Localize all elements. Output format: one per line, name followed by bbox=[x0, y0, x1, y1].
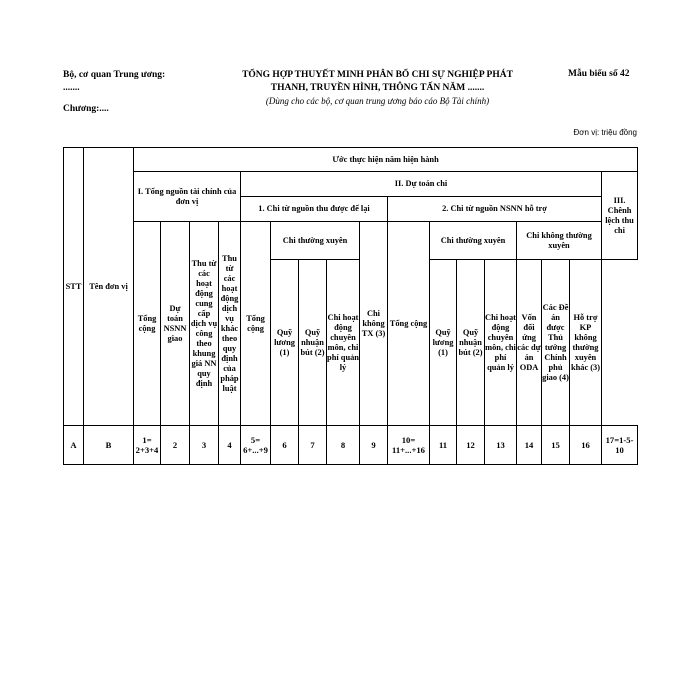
col-tong-cong-10: Tổng cộng bbox=[388, 222, 430, 426]
group-chi-thuong-xuyen-2: Chi thường xuyên bbox=[430, 222, 517, 260]
col-chi-hd-chuyen-mon-1: Chi hoạt động chuyên môn, chi phí quản lý bbox=[327, 260, 360, 426]
index-cell: 9 bbox=[360, 426, 388, 465]
col-stt: STT bbox=[64, 148, 84, 426]
col-chi-hd-chuyen-mon-2: Chi hoạt động chuyên môn, chi phí quản lý bbox=[485, 260, 517, 426]
index-cell: 15 bbox=[542, 426, 570, 465]
title-line-2: THANH, TRUYỀN HÌNH, THÔNG TẤN NĂM ....... bbox=[270, 83, 485, 93]
index-cell: 8 bbox=[327, 426, 360, 465]
col-quy-nhuan-but-2: Quỹ nhuận bút (2) bbox=[457, 260, 485, 426]
index-cell: 16 bbox=[570, 426, 602, 465]
index-cell: 6 bbox=[271, 426, 299, 465]
col-tong-cong-1: Tổng cộng bbox=[134, 222, 161, 426]
col-chi-khong-tx: Chi không TX (3) bbox=[360, 222, 388, 426]
index-cell: 17=1-5-10 bbox=[602, 426, 638, 465]
index-cell: 7 bbox=[299, 426, 327, 465]
group-chi-nguon-nsnn: 2. Chi từ nguồn NSNN hỗ trợ bbox=[388, 197, 602, 222]
group-chi-thuong-xuyen-1: Chi thường xuyên bbox=[271, 222, 360, 260]
index-cell: 13 bbox=[485, 426, 517, 465]
col-tong-cong-5: Tổng cộng bbox=[241, 222, 271, 426]
group-tong-nguon: I. Tổng nguồn tài chính của đơn vị bbox=[134, 172, 241, 222]
group-chi-khong-thuong-xuyen: Chi không thường xuyên bbox=[517, 222, 602, 260]
group-du-toan-chi: II. Dự toán chi bbox=[241, 172, 602, 197]
col-thu-dv-khac: Thu từ các hoạt động dịch vụ khác theo quy định của pháp luật bbox=[219, 222, 241, 426]
subtitle: (Dùng cho các bộ, cơ quan trung ương báo cáo Bộ Tài chính) bbox=[265, 96, 490, 106]
index-cell: 11 bbox=[430, 426, 457, 465]
index-cell: 3 bbox=[190, 426, 219, 465]
index-cell: 4 bbox=[219, 426, 241, 465]
index-cell: 5= 6+...+9 bbox=[241, 426, 271, 465]
ministry-dots: ....... bbox=[63, 83, 80, 93]
chapter-label: Chương:.... bbox=[63, 104, 109, 114]
col-quy-nhuan-but-1: Quỹ nhuận bút (2) bbox=[299, 260, 327, 426]
allocation-table bbox=[63, 147, 638, 465]
title-block bbox=[210, 69, 545, 108]
col-von-doi-ung: Vốn đối ứng các dự án ODA bbox=[517, 260, 542, 426]
group-chi-nguon-thu: 1. Chi từ nguồn thu được để lại bbox=[241, 197, 388, 222]
col-quy-luong-1: Quỹ lương (1) bbox=[271, 260, 299, 426]
group-uoc-thuc-hien: Ước thực hiện năm hiện hành bbox=[134, 148, 638, 172]
index-cell: 14 bbox=[517, 426, 542, 465]
ministry-label: Bộ, cơ quan Trung ương: bbox=[63, 70, 166, 80]
index-cell: 2 bbox=[161, 426, 190, 465]
index-cell: B bbox=[84, 426, 134, 465]
col-thu-dv-cong: Thu từ các hoạt động cung cấp dịch vụ công theo khung giá NN quy định bbox=[190, 222, 219, 426]
index-cell: 12 bbox=[457, 426, 485, 465]
col-quy-luong-2: Quỹ lương (1) bbox=[430, 260, 457, 426]
col-ten-don-vi: Tên đơn vị bbox=[84, 148, 134, 426]
index-cell: 1= 2+3+4 bbox=[134, 426, 161, 465]
col-de-an-ttcp: Các Đề án được Thủ tướng Chính phủ giao (4) bbox=[542, 260, 570, 426]
col-ho-tro-kp: Hỗ trợ KP không thường xuyên khác (3) bbox=[570, 260, 602, 426]
form-number: Mẫu biểu số 42 bbox=[568, 69, 630, 79]
unit-label: Đơn vị: triệu đồng bbox=[573, 128, 637, 137]
index-cell: A bbox=[64, 426, 84, 465]
col-du-toan-nsnn: Dự toán NSNN giao bbox=[161, 222, 190, 426]
ministry-block bbox=[63, 69, 203, 116]
index-cell: 10= 11+...+16 bbox=[388, 426, 430, 465]
col-chenh-lech: III. Chênh lệch thu chi bbox=[602, 172, 638, 260]
title-line-1: TỔNG HỢP THUYẾT MINH PHÂN BỔ CHI SỰ NGHIỆP PHÁT bbox=[242, 70, 513, 80]
